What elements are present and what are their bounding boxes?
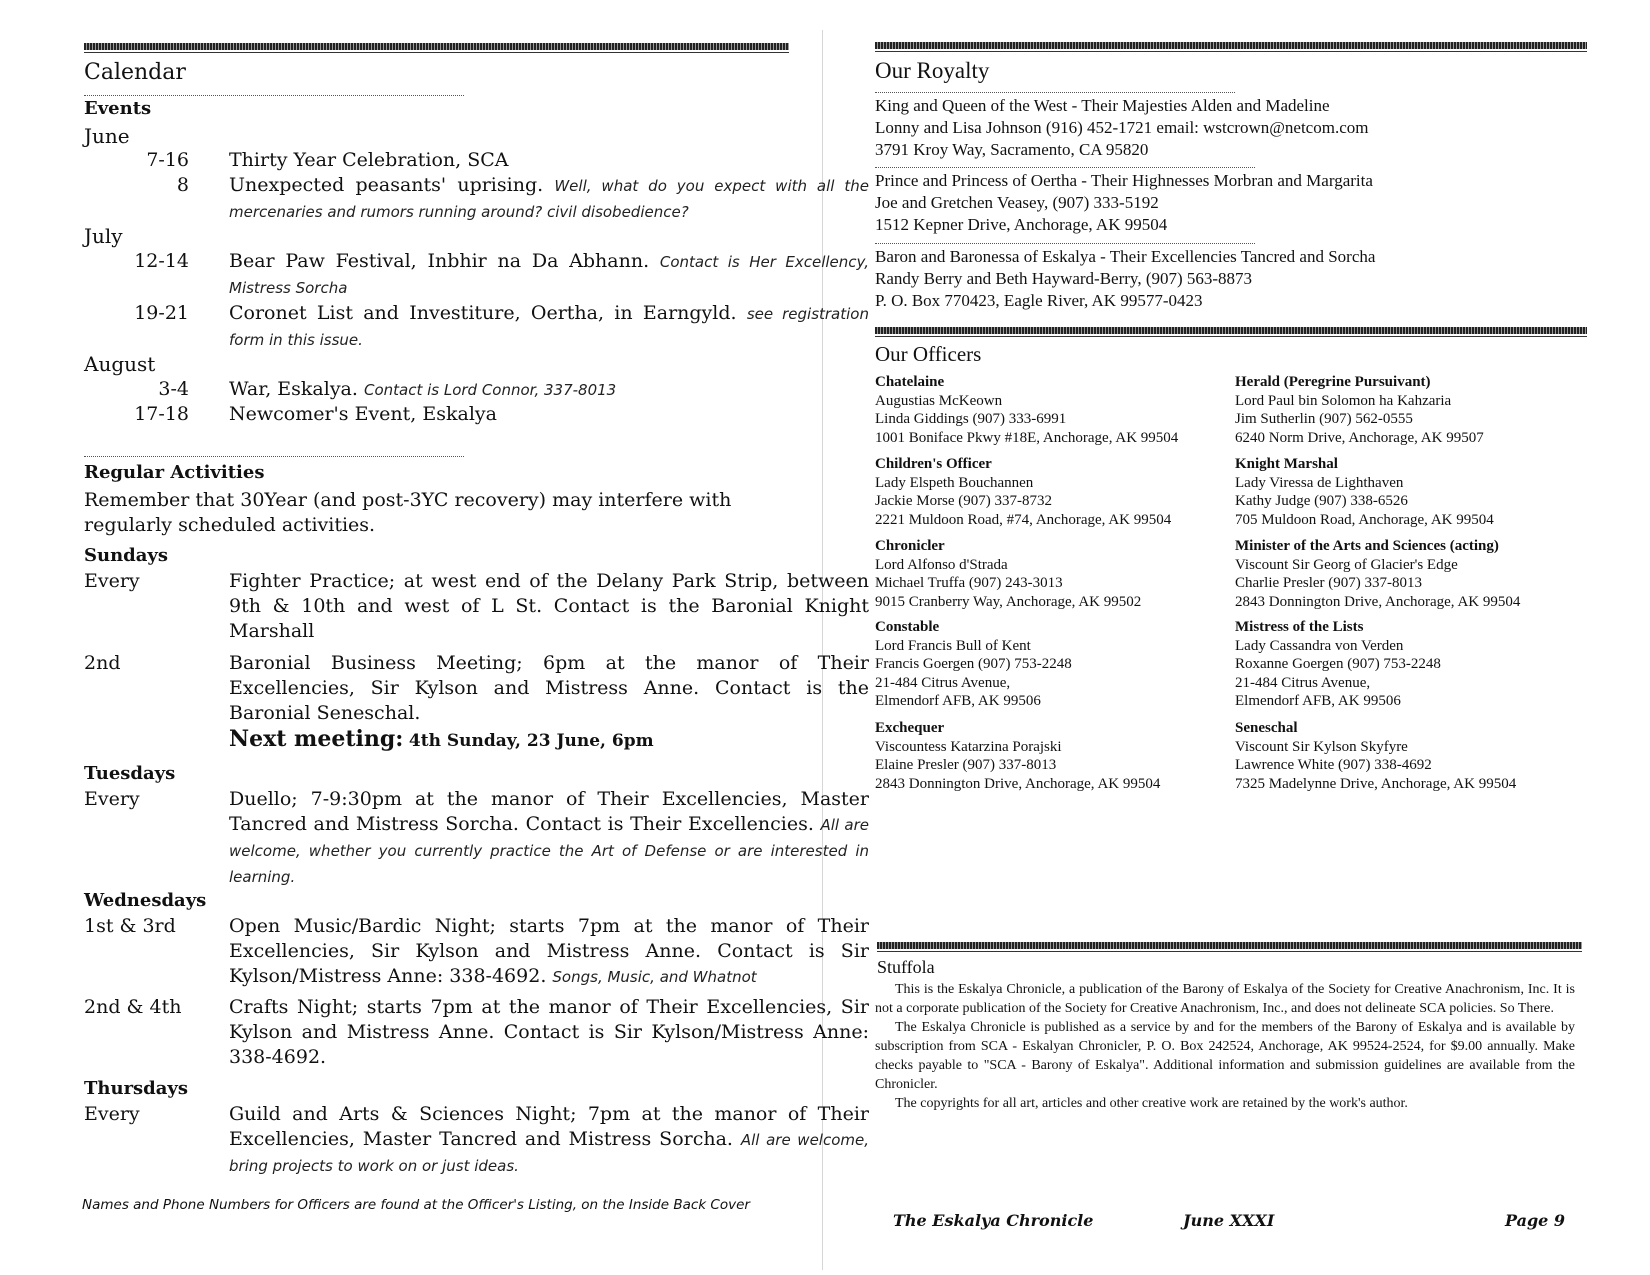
- event-date: 7-16: [146, 149, 189, 171]
- officer-title: Chronicler: [875, 538, 945, 554]
- officer-contact: Michael Truffa (907) 243-3013: [875, 575, 1063, 591]
- officer-address: Elmendorf AFB, AK 99506: [875, 693, 1041, 709]
- officer-address: 7325 Madelynne Drive, Anchorage, AK 99504: [1235, 775, 1517, 792]
- activity-text: Open Music/Bardic Night; starts 7pm at the manor of Their Excellencies, Sir Kylson and Mistress Anne. Contact is Sir Kylson/Mistress Anne: 338-4692. Songs, Music, and Whatnot: [229, 915, 869, 987]
- officer-persona: Lord Francis Bull of Kent: [875, 637, 1031, 654]
- officer-contact: Jim Sutherlin (907) 562-0555: [1235, 411, 1413, 427]
- next-meeting: [229, 726, 654, 752]
- activity-text: Guild and Arts & Sciences Night; 7pm at the manor of Their Excellencies, Master Tancred and Mistress Sorcha. All are welcome, bring projects to work on or just ideas.: [229, 1103, 869, 1175]
- royalty-contact: Randy Berry and Beth Hayward-Berry, (907) 563-8873: [875, 269, 1253, 288]
- event-date: 8: [176, 174, 189, 196]
- month-july: July: [84, 224, 123, 248]
- officer-contact: Francis Goergen (907) 753-2248: [875, 656, 1072, 672]
- activity-frequency: Every: [84, 570, 140, 592]
- officer-entry: [875, 537, 1141, 611]
- officer-title: Exchequer: [875, 720, 945, 736]
- activity-frequency: 1st & 3rd: [84, 915, 176, 937]
- officer-address: 21-484 Citrus Avenue,: [875, 674, 1011, 691]
- events-heading: Events: [84, 98, 152, 119]
- activity-text: Fighter Practice; at west end of the Delany Park Strip, between 9th & 10th and west of L St. Contact is the Baronial Knight Marshall: [229, 570, 869, 642]
- stuffola-body: [875, 980, 1575, 1113]
- officer-contact: Elaine Presler (907) 337-8013: [875, 757, 1057, 773]
- event-text: Unexpected peasants' uprising. Well, what do you expect with all the mercenaries and rumors running around? civil disobedience?: [229, 174, 869, 221]
- top-rule: [875, 42, 1587, 49]
- royalty-address: 1512 Kepner Drive, Anchorage, AK 99504: [875, 215, 1168, 234]
- rule: [875, 167, 1255, 168]
- officer-persona: Viscountess Katarzina Porajski: [875, 738, 1062, 755]
- officer-title: Herald (Peregrine Pursuivant): [1235, 374, 1431, 390]
- officer-contact: Lawrence White (907) 338-4692: [1235, 757, 1432, 773]
- activity-text: Crafts Night; starts 7pm at the manor of Their Excellencies, Sir Kylson and Mistress Anne. Contact is Sir Kylson/Mistress Anne: 338-4692.: [229, 996, 869, 1068]
- officer-entry: [875, 618, 1072, 711]
- officer-address: 2843 Donnington Drive, Anchorage, AK 99504: [875, 775, 1161, 792]
- officer-persona: Lord Paul bin Solomon ha Kahzaria: [1235, 392, 1452, 409]
- regular-intro: Remember that 30Year (and post-3YC recovery) may interfere with regularly scheduled activities.: [84, 489, 732, 536]
- rule: [84, 95, 464, 96]
- footer-issue: June XXXI: [1183, 1211, 1275, 1230]
- activity-frequency: Every: [84, 1103, 140, 1125]
- footer-publication: The Eskalya Chronicle: [893, 1211, 1094, 1230]
- officer-persona: Lord Alfonso d'Strada: [875, 556, 1008, 573]
- officer-persona: Viscount Sir Kylson Skyfyre: [1235, 738, 1408, 755]
- event-date: 12-14: [134, 250, 189, 272]
- officer-entry: [1235, 719, 1516, 793]
- officer-persona: Viscount Sir Georg of Glacier's Edge: [1235, 556, 1458, 573]
- royalty-entry: [875, 170, 1555, 236]
- stuffola-paragraph: The copyrights for all art, articles and other creative work are retained by the work's author.: [895, 1096, 1408, 1111]
- event-text: War, Eskalya. Contact is Lord Connor, 337-8013: [229, 378, 617, 400]
- event-text: Coronet List and Investiture, Oertha, in Earngyld. see registration form in this issue.: [229, 302, 869, 349]
- officer-entry: [875, 373, 1178, 447]
- activity-frequency: Every: [84, 788, 140, 810]
- top-rule: [84, 43, 789, 50]
- activity-frequency: 2nd & 4th: [84, 996, 182, 1018]
- event-date: 19-21: [134, 302, 189, 324]
- rule: [875, 243, 1255, 244]
- royalty-contact: Lonny and Lisa Johnson (916) 452-1721 email: wstcrown@netcom.com: [875, 118, 1369, 137]
- royalty-title-line: Baron and Baronessa of Eskalya - Their Excellencies Tancred and Sorcha: [875, 247, 1376, 266]
- officers-title: Our Officers: [875, 342, 982, 366]
- officer-title: Minister of the Arts and Sciences (acting): [1235, 538, 1499, 554]
- officer-contact: Charlie Presler (907) 337-8013: [1235, 575, 1423, 591]
- officer-title: Chatelaine: [875, 374, 945, 390]
- royalty-entry: [875, 95, 1555, 161]
- royalty-entry: [875, 246, 1555, 312]
- section-rule: [877, 942, 1582, 949]
- officer-title: Knight Marshal: [1235, 456, 1338, 472]
- event-date: 17-18: [134, 403, 189, 425]
- officers-footnote: Names and Phone Numbers for Officers are found at the Officer's Listing, on the Inside Back Cover: [82, 1197, 750, 1213]
- royalty-address: 3791 Kroy Way, Sacramento, CA 95820: [875, 140, 1149, 159]
- activity-text: Duello; 7-9:30pm at the manor of Their Excellencies, Master Tancred and Mistress Sorcha. Contact is Their Excellencies. All are welcome, whether you currently practice the Art of Defense or are interested in learning.: [229, 788, 869, 886]
- officer-title: Mistress of the Lists: [1235, 619, 1364, 635]
- officer-persona: Lady Viressa de Lighthaven: [1235, 474, 1404, 491]
- officer-address: 705 Muldoon Road, Anchorage, AK 99504: [1235, 511, 1494, 528]
- event-text: Thirty Year Celebration, SCA: [229, 149, 509, 171]
- event-date: 3-4: [158, 378, 189, 400]
- officer-address: 9015 Cranberry Way, Anchorage, AK 99502: [875, 593, 1142, 610]
- officer-entry: [1235, 537, 1520, 611]
- officer-title: Constable: [875, 619, 940, 635]
- stuffola-title: Stuffola: [877, 957, 935, 977]
- regular-activities-heading: Regular Activities: [84, 462, 265, 483]
- day-tuesdays: Tuesdays: [84, 763, 176, 784]
- activity-frequency: 2nd: [84, 652, 121, 674]
- rule: [84, 456, 464, 457]
- day-sundays: Sundays: [84, 545, 169, 566]
- officer-contact: Roxanne Goergen (907) 753-2248: [1235, 656, 1441, 672]
- day-wednesdays: Wednesdays: [84, 890, 207, 911]
- royalty-title-line: Prince and Princess of Oertha - Their Highnesses Morbran and Margarita: [875, 171, 1373, 190]
- royalty-address: P. O. Box 770423, Eagle River, AK 99577-0423: [875, 291, 1203, 310]
- officer-title: Seneschal: [1235, 720, 1298, 736]
- activity-text: Baronial Business Meeting; 6pm at the manor of Their Excellencies, Sir Kylson and Mistress Anne. Contact is the Baronial Seneschal.: [229, 652, 869, 724]
- officer-entry: [1235, 618, 1441, 711]
- officer-address: 2221 Muldoon Road, #74, Anchorage, AK 99504: [875, 511, 1172, 528]
- royalty-title-line: King and Queen of the West - Their Majesties Alden and Madeline: [875, 96, 1330, 115]
- officer-persona: Augustias McKeown: [875, 392, 1003, 409]
- stuffola-paragraph: This is the Eskalya Chronicle, a publication of the Barony of Eskalya of the Society for Creative Anachronism, Inc. It is not a corporate publication of the Society for Creative Anachronism, Inc., and does not delineate SCA policies. So There.: [875, 982, 1575, 1016]
- officer-entry: [875, 455, 1171, 529]
- month-august: August: [84, 352, 156, 376]
- officer-address: 21-484 Citrus Avenue,: [1235, 674, 1371, 691]
- royalty-contact: Joe and Gretchen Veasey, (907) 333-5192: [875, 193, 1159, 212]
- month-june: June: [84, 124, 130, 148]
- rule: [875, 92, 1235, 93]
- next-meeting-label: Next meeting:: [229, 726, 404, 752]
- royalty-title: Our Royalty: [875, 58, 990, 83]
- section-rule: [875, 327, 1587, 334]
- officer-address: 6240 Norm Drive, Anchorage, AK 99507: [1235, 429, 1484, 446]
- officer-address: Elmendorf AFB, AK 99506: [1235, 693, 1401, 709]
- stuffola-paragraph: The Eskalya Chronicle is published as a service by and for the members of the Barony of Eskalya and is available by subscription from SCA - Eskalyan Chronicler, P. O. Box 242524, Anchorage, AK 99524-2524, for $9.00 annually. Make checks payable to "SCA - Barony of Eskalya". Additional information and submission guidelines are available from the Chronicler.: [875, 1020, 1575, 1092]
- officer-contact: Kathy Judge (907) 338-6526: [1235, 493, 1408, 509]
- footer-page: Page 9: [1505, 1211, 1566, 1230]
- next-meeting-text: 4th Sunday, 23 June, 6pm: [408, 731, 654, 751]
- officer-contact: Jackie Morse (907) 337-8732: [875, 493, 1053, 509]
- officer-entry: [1235, 455, 1494, 529]
- officer-persona: Lady Elspeth Bouchannen: [875, 474, 1034, 491]
- event-text: Bear Paw Festival, Inbhir na Da Abhann. Contact is Her Excellency, Mistress Sorcha: [229, 250, 870, 297]
- calendar-title: Calendar: [84, 60, 186, 85]
- event-text: Newcomer's Event, Eskalya: [229, 403, 497, 425]
- officer-address: 2843 Donnington Drive, Anchorage, AK 99504: [1235, 593, 1521, 610]
- officer-persona: Lady Cassandra von Verden: [1235, 637, 1404, 654]
- officer-entry: [875, 719, 1160, 793]
- officer-entry: [1235, 373, 1484, 447]
- day-thursdays: Thursdays: [84, 1078, 189, 1099]
- officer-title: Children's Officer: [875, 456, 992, 472]
- officer-address: 1001 Boniface Pkwy #18E, Anchorage, AK 99504: [875, 429, 1179, 446]
- officer-contact: Linda Giddings (907) 333-6991: [875, 411, 1067, 427]
